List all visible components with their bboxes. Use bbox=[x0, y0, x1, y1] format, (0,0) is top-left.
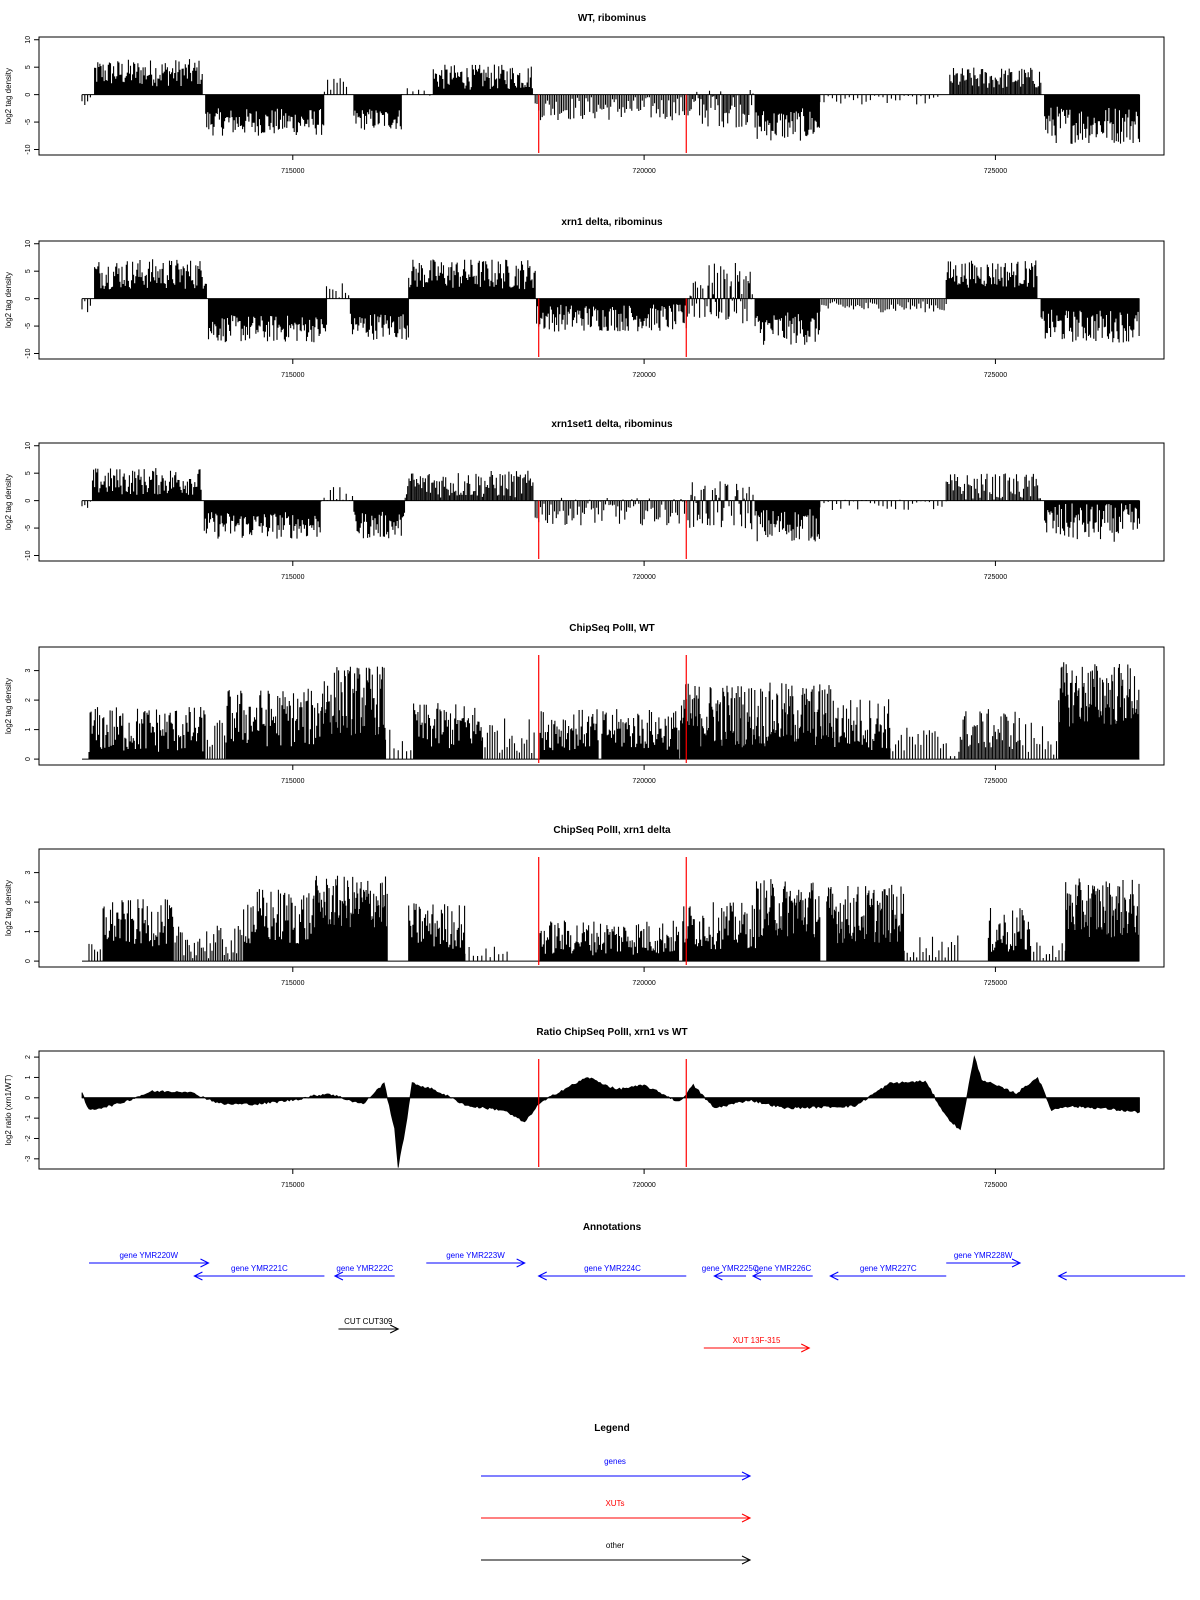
y-tick-label: 0 bbox=[25, 959, 32, 964]
feature-label: gene YMR227C bbox=[859, 1264, 917, 1273]
feature-label: gene YMR226C bbox=[754, 1264, 812, 1273]
panel-title: ChipSeq PolII, WT bbox=[569, 623, 655, 634]
annotations-track bbox=[89, 1222, 1185, 1352]
feature-label: gene YMR222C bbox=[336, 1264, 394, 1273]
legend bbox=[481, 1423, 750, 1564]
y-tick-label: 3 bbox=[25, 870, 32, 875]
y-tick-label: 2 bbox=[25, 698, 32, 703]
feature-label: gene YMR223W bbox=[446, 1251, 505, 1260]
legend-label: other bbox=[605, 1541, 625, 1550]
chart-panel bbox=[4, 825, 1164, 987]
density-bars bbox=[82, 59, 1140, 144]
y-tick-label: 1 bbox=[25, 727, 32, 732]
y-axis-label: log2 ratio (xrn1/WT) bbox=[4, 1074, 13, 1146]
gene-arrow bbox=[1059, 1272, 1185, 1280]
feature-label: gene YMR228W bbox=[953, 1251, 1013, 1260]
panel-title: Ratio ChipSeq PolII, xrn1 vs WT bbox=[536, 1027, 688, 1038]
x-tick-label: 720000 bbox=[632, 980, 656, 987]
y-tick-label: -10 bbox=[25, 348, 32, 359]
x-tick-label: 715000 bbox=[281, 574, 305, 581]
x-tick-label: 720000 bbox=[632, 778, 656, 785]
feature-label: gene YMR221C bbox=[231, 1264, 288, 1273]
y-axis-label: log2 tag density bbox=[4, 473, 13, 531]
gene-arrow bbox=[946, 1251, 1020, 1267]
x-tick-label: 720000 bbox=[632, 574, 656, 581]
legend-items bbox=[481, 1457, 750, 1564]
y-tick-label: 5 bbox=[25, 65, 32, 70]
other-feature-arrow bbox=[338, 1317, 398, 1333]
gene-arrow bbox=[539, 1264, 687, 1280]
gene-arrow bbox=[753, 1264, 813, 1280]
annotation-features bbox=[89, 1251, 1185, 1352]
panel-title: xrn1 delta, ribominus bbox=[561, 217, 663, 228]
feature-label: gene YMR220W bbox=[119, 1251, 179, 1260]
y-axis-label: log2 tag density bbox=[4, 271, 13, 329]
x-tick-label: 725000 bbox=[983, 372, 1008, 379]
x-tick-label: 720000 bbox=[632, 168, 656, 175]
gene-arrow bbox=[89, 1251, 208, 1267]
y-tick-label: -5 bbox=[25, 322, 32, 330]
y-tick-label: 5 bbox=[25, 269, 32, 274]
chart-panel bbox=[4, 217, 1164, 379]
feature-label: gene YMR224C bbox=[584, 1264, 641, 1273]
legend-item bbox=[481, 1499, 750, 1522]
y-tick-label: 3 bbox=[25, 668, 32, 673]
x-tick-label: 715000 bbox=[281, 980, 305, 987]
legend-item bbox=[481, 1457, 750, 1480]
y-tick-label: 5 bbox=[25, 471, 32, 476]
x-tick-label: 715000 bbox=[281, 1182, 305, 1189]
y-axis-label: log2 tag density bbox=[4, 67, 13, 125]
density-bars bbox=[82, 259, 1139, 345]
xut-arrow bbox=[704, 1336, 809, 1352]
x-tick-label: 725000 bbox=[983, 168, 1008, 175]
y-tick-label: 10 bbox=[25, 239, 32, 248]
ratio-area bbox=[82, 1057, 1140, 1168]
x-tick-label: 715000 bbox=[281, 372, 305, 379]
y-tick-label: 0 bbox=[25, 92, 32, 97]
y-tick-label: -3 bbox=[25, 1155, 32, 1162]
legend-item bbox=[481, 1541, 750, 1564]
y-tick-label: 10 bbox=[25, 35, 32, 44]
density-bars bbox=[82, 468, 1140, 542]
y-axis-label: log2 tag density bbox=[4, 677, 13, 735]
legend-label: XUTs bbox=[605, 1499, 625, 1508]
x-tick-label: 715000 bbox=[281, 778, 305, 785]
y-tick-label: 2 bbox=[25, 1055, 32, 1060]
y-tick-label: 1 bbox=[25, 929, 32, 934]
y-tick-label: -10 bbox=[25, 550, 32, 561]
y-tick-label: 0 bbox=[25, 498, 32, 503]
density-bars bbox=[89, 662, 1139, 759]
y-tick-label: 0 bbox=[25, 1095, 32, 1100]
y-tick-label: -1 bbox=[25, 1115, 32, 1122]
chart-panel bbox=[4, 1027, 1164, 1189]
gene-arrow bbox=[194, 1264, 324, 1280]
y-tick-label: -5 bbox=[25, 524, 32, 532]
feature-label: XUT 13F-315 bbox=[732, 1336, 781, 1345]
legend-label: genes bbox=[604, 1457, 626, 1466]
y-axis-label: log2 tag density bbox=[4, 879, 13, 937]
annotations-title: Annotations bbox=[582, 1222, 642, 1233]
x-tick-label: 720000 bbox=[632, 372, 656, 379]
chart-panel bbox=[4, 623, 1164, 785]
x-tick-label: 715000 bbox=[281, 168, 305, 175]
gene-arrow bbox=[702, 1264, 759, 1280]
x-tick-label: 725000 bbox=[983, 574, 1008, 581]
panel-title: ChipSeq PolII, xrn1 delta bbox=[553, 825, 671, 836]
x-tick-label: 720000 bbox=[632, 1182, 656, 1189]
y-tick-label: 0 bbox=[25, 757, 32, 762]
panel-title: xrn1set1 delta, ribominus bbox=[551, 419, 673, 430]
y-tick-label: -2 bbox=[25, 1135, 32, 1142]
legend-title: Legend bbox=[594, 1423, 630, 1434]
chart-panels bbox=[4, 13, 1164, 1189]
y-tick-label: 0 bbox=[25, 296, 32, 301]
y-tick-label: -5 bbox=[25, 118, 32, 126]
density-bars bbox=[89, 876, 1139, 961]
feature-label: CUT CUT309 bbox=[344, 1317, 393, 1326]
x-tick-label: 725000 bbox=[983, 980, 1008, 987]
gene-arrow bbox=[335, 1264, 395, 1280]
gene-arrow bbox=[830, 1264, 946, 1280]
y-tick-label: 10 bbox=[25, 441, 32, 450]
y-tick-label: -10 bbox=[25, 144, 32, 155]
gene-arrow bbox=[426, 1251, 524, 1267]
feature-label: gene YMR225C bbox=[701, 1264, 759, 1273]
y-tick-label: 1 bbox=[25, 1075, 32, 1080]
x-tick-label: 725000 bbox=[983, 778, 1008, 785]
plot-frame bbox=[39, 1051, 1164, 1169]
chart-panel bbox=[4, 419, 1164, 581]
panel-title: WT, ribominus bbox=[577, 13, 647, 24]
chart-panel bbox=[4, 13, 1164, 175]
x-tick-label: 725000 bbox=[983, 1182, 1008, 1189]
y-tick-label: 2 bbox=[25, 900, 32, 905]
